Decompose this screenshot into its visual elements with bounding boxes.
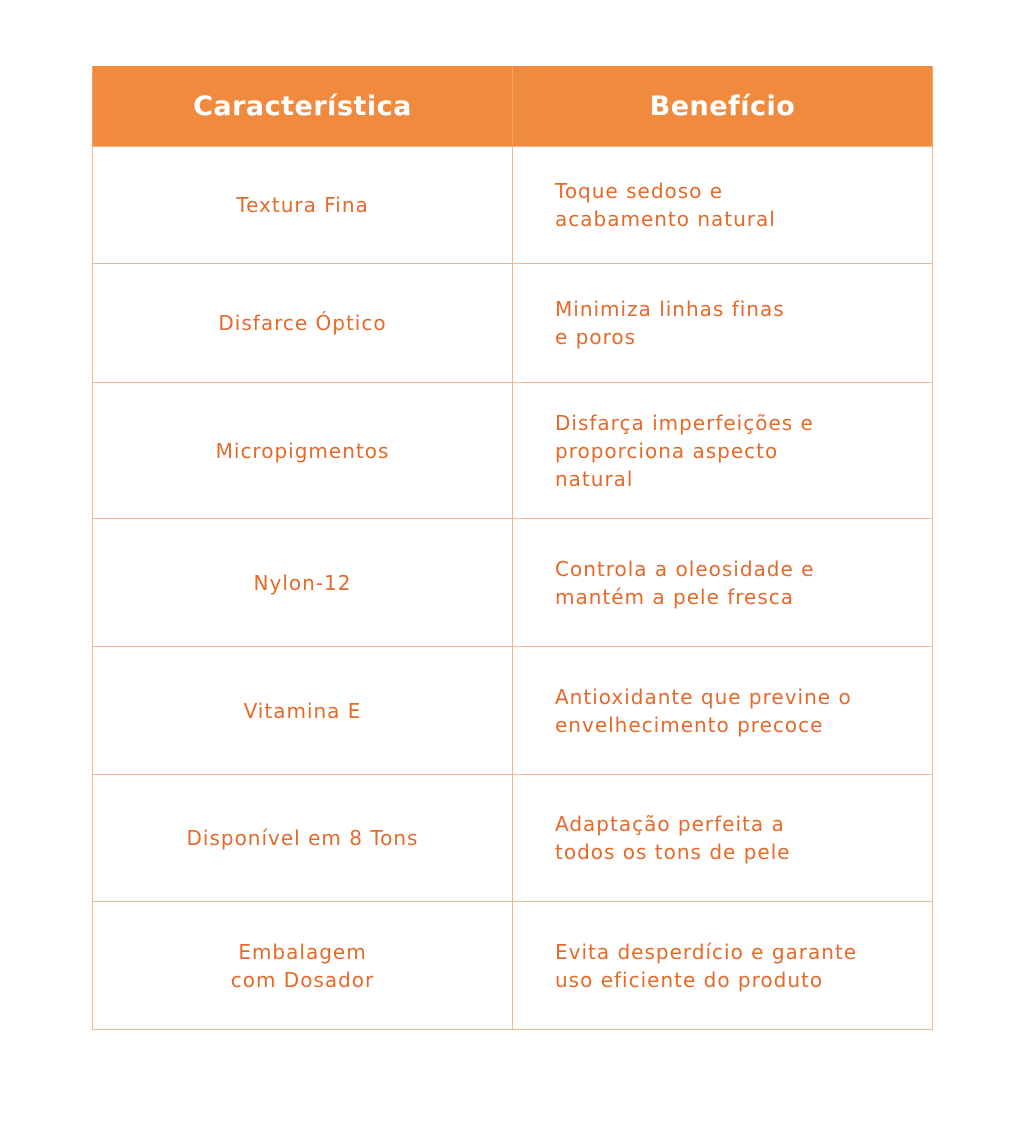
benefit-text: Disfarça imperfeições e proporciona aspecto natural	[555, 410, 814, 491]
benefit-cell	[513, 519, 933, 647]
table-header-row	[93, 66, 933, 147]
feature-cell	[93, 383, 513, 519]
benefit-cell	[513, 775, 933, 902]
benefit-cell	[513, 264, 933, 383]
benefit-text: Antioxidante que previne o envelhecimento precoce	[555, 684, 852, 737]
table-row	[93, 519, 933, 647]
benefit-cell	[513, 147, 933, 264]
benefit-text: Adaptação perfeita a todos os tons de pele	[555, 812, 791, 864]
benefit-cell	[513, 647, 933, 775]
feature-cell	[93, 147, 513, 264]
feature-text: Micropigmentos	[215, 438, 390, 463]
benefit-text: Controla a oleosidade e mantém a pele fresca	[555, 556, 815, 609]
feature-cell	[93, 647, 513, 775]
benefit-text: Evita desperdício e garante uso eficiente do produto	[555, 939, 858, 992]
feature-text: Vitamina E	[243, 698, 362, 723]
table-row	[93, 775, 933, 902]
table-row	[93, 647, 933, 775]
table-body	[93, 147, 933, 1030]
header-benefit: Benefício	[513, 66, 933, 147]
feature-text: Textura Fina	[236, 193, 369, 217]
feature-cell	[93, 264, 513, 383]
feature-cell	[93, 775, 513, 902]
feature-text: Nylon-12	[253, 570, 352, 595]
feature-cell	[93, 902, 513, 1030]
table-row	[93, 147, 933, 264]
feature-cell	[93, 519, 513, 647]
benefit-cell	[513, 383, 933, 519]
feature-text: Embalagem com Dosador	[230, 939, 375, 992]
feature-benefit-table	[92, 66, 933, 1030]
table-header	[93, 66, 933, 147]
header-feature: Característica	[93, 66, 513, 147]
table-row	[93, 383, 933, 519]
feature-text: Disponível em 8 Tons	[186, 826, 419, 850]
table-row	[93, 902, 933, 1030]
table-row	[93, 264, 933, 383]
benefit-cell	[513, 902, 933, 1030]
feature-text: Disfarce Óptico	[218, 311, 387, 335]
benefit-text: Toque sedoso e acabamento natural	[555, 179, 776, 231]
benefit-text: Minimiza linhas finas e poros	[555, 297, 785, 349]
feature-benefit-table-container	[92, 66, 932, 1030]
